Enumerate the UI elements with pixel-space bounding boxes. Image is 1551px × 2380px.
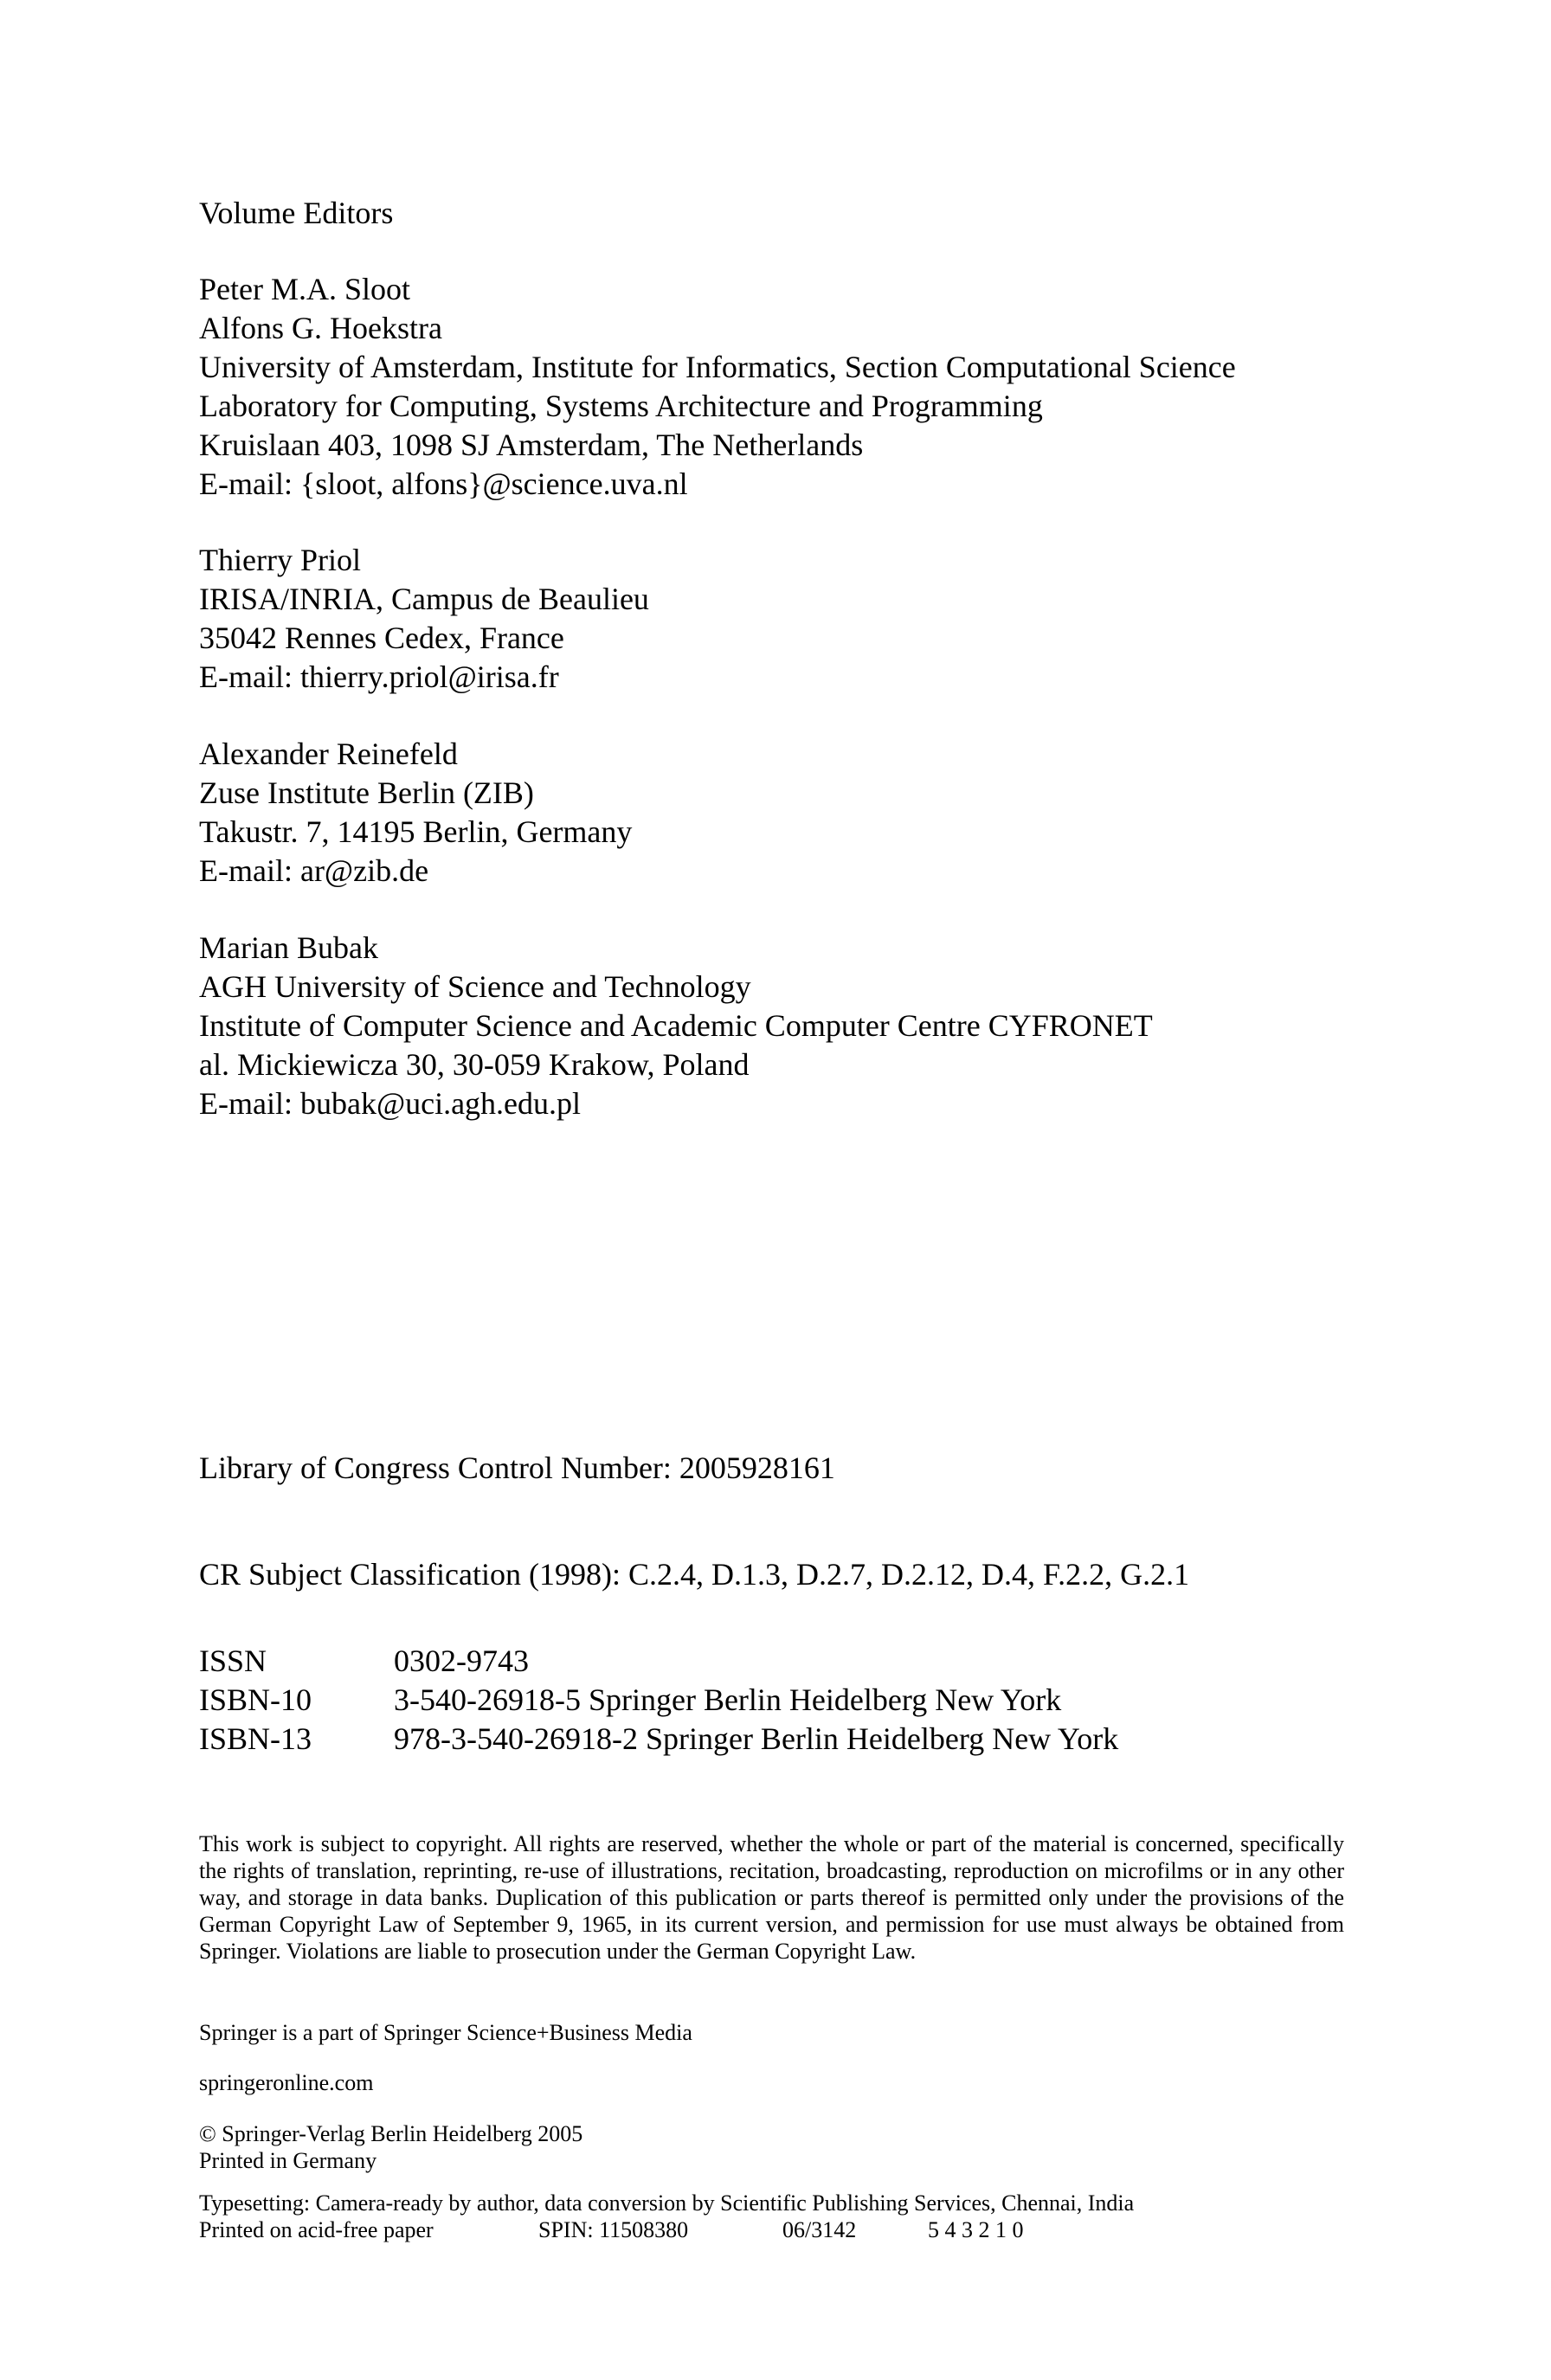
lccn-line: Library of Congress Control Number: 2005928161 (199, 1451, 835, 1485)
editor-block-bubak (199, 929, 1359, 1123)
identifier-key: ISBN-13 (199, 1721, 312, 1756)
paper-info: Printed on acid-free paper (199, 2217, 434, 2242)
identifier-value: 0302-9743 (394, 1643, 529, 1678)
editor-email: E-mail: {sloot, alfons}@science.uva.nl (199, 466, 688, 501)
copyright-holder: © Springer-Verlag Berlin Heidelberg 2005 (199, 2121, 583, 2146)
editor-affiliation: Laboratory for Computing, Systems Architecture and Programming (199, 389, 1043, 423)
editor-email: E-mail: bubak@uci.agh.edu.pl (199, 1086, 582, 1121)
identifier-key: ISSN (199, 1643, 267, 1678)
editor-block-reinefeld (199, 735, 1359, 891)
editor-address: Takustr. 7, 14195 Berlin, Germany (199, 814, 633, 849)
editor-name: Peter M.A. Sloot (199, 272, 411, 306)
copyright-notice: This work is subject to copyright. All rights are reserved, whether the whole or part of the material is concerned, specifically the rights of translation, reprinting, re-use of illustrations, recitation, broadcasting, reproduction on microfilms or in any other way, and storage in data banks. Duplication of this publication or parts thereof is permitted only under the provisions of the German Copyright Law of September 9, 1965, in its current version, and permission for use must always be obtained from Springer. Violations are liable to prosecution under the German Copyright Law. (199, 1831, 1344, 1964)
volume-editors-heading: Volume Editors (199, 196, 394, 230)
rights-block (199, 2120, 1359, 2174)
editor-block-sloot-hoekstra (199, 270, 1359, 504)
identifier-key: ISBN-10 (199, 1682, 312, 1717)
editor-address: Kruislaan 403, 1098 SJ Amsterdam, The Netherlands (199, 428, 864, 462)
printed-in: Printed in Germany (199, 2148, 377, 2173)
editor-name: Thierry Priol (199, 543, 361, 577)
editor-email: E-mail: thierry.priol@irisa.fr (199, 659, 559, 694)
print-code: 06/3142 (782, 2217, 857, 2242)
identifier-row-isbn10 (199, 1681, 1359, 1720)
editor-affiliation: Institute of Computer Science and Academic Computer Centre CYFRONET (199, 1008, 1153, 1043)
spin-number: SPIN: 11508380 (538, 2217, 689, 2242)
editor-address: 35042 Rennes Cedex, France (199, 621, 564, 655)
identifier-row-isbn13 (199, 1720, 1359, 1759)
identifiers-table (199, 1642, 1359, 1759)
editor-affiliation: University of Amsterdam, Institute for Informatics, Section Computational Science (199, 350, 1236, 384)
editor-name: Alexander Reinefeld (199, 737, 458, 771)
editor-affiliation: AGH University of Science and Technology (199, 969, 751, 1004)
springer-part-line: Springer is a part of Springer Science+Business Media (199, 2020, 692, 2045)
cr-classification-line: CR Subject Classification (1998): C.2.4, D.1.3, D.2.7, D.2.12, D.4, F.2.2, G.2.1 (199, 1557, 1190, 1592)
website-link[interactable]: springeronline.com (199, 2070, 374, 2095)
typesetting-block (199, 2190, 1359, 2243)
printing-sequence: 5 4 3 2 1 0 (928, 2217, 1024, 2242)
editor-name: Alfons G. Hoekstra (199, 311, 442, 345)
identifier-value: 3-540-26918-5 Springer Berlin Heidelberg New York (394, 1682, 1062, 1717)
editor-block-priol (199, 541, 1359, 697)
editor-name: Marian Bubak (199, 930, 378, 965)
editor-affiliation: IRISA/INRIA, Campus de Beaulieu (199, 582, 649, 616)
print-info-row (199, 2216, 1359, 2243)
typesetting-line: Typesetting: Camera-ready by author, data conversion by Scientific Publishing Services, Chennai, India (199, 2190, 1135, 2216)
identifier-row-issn (199, 1642, 1359, 1681)
editor-email: E-mail: ar@zib.de (199, 853, 429, 888)
identifier-value: 978-3-540-26918-2 Springer Berlin Heidelberg New York (394, 1721, 1119, 1756)
editor-affiliation: Zuse Institute Berlin (ZIB) (199, 775, 534, 810)
editor-address: al. Mickiewicza 30, 30-059 Krakow, Poland (199, 1047, 750, 1082)
